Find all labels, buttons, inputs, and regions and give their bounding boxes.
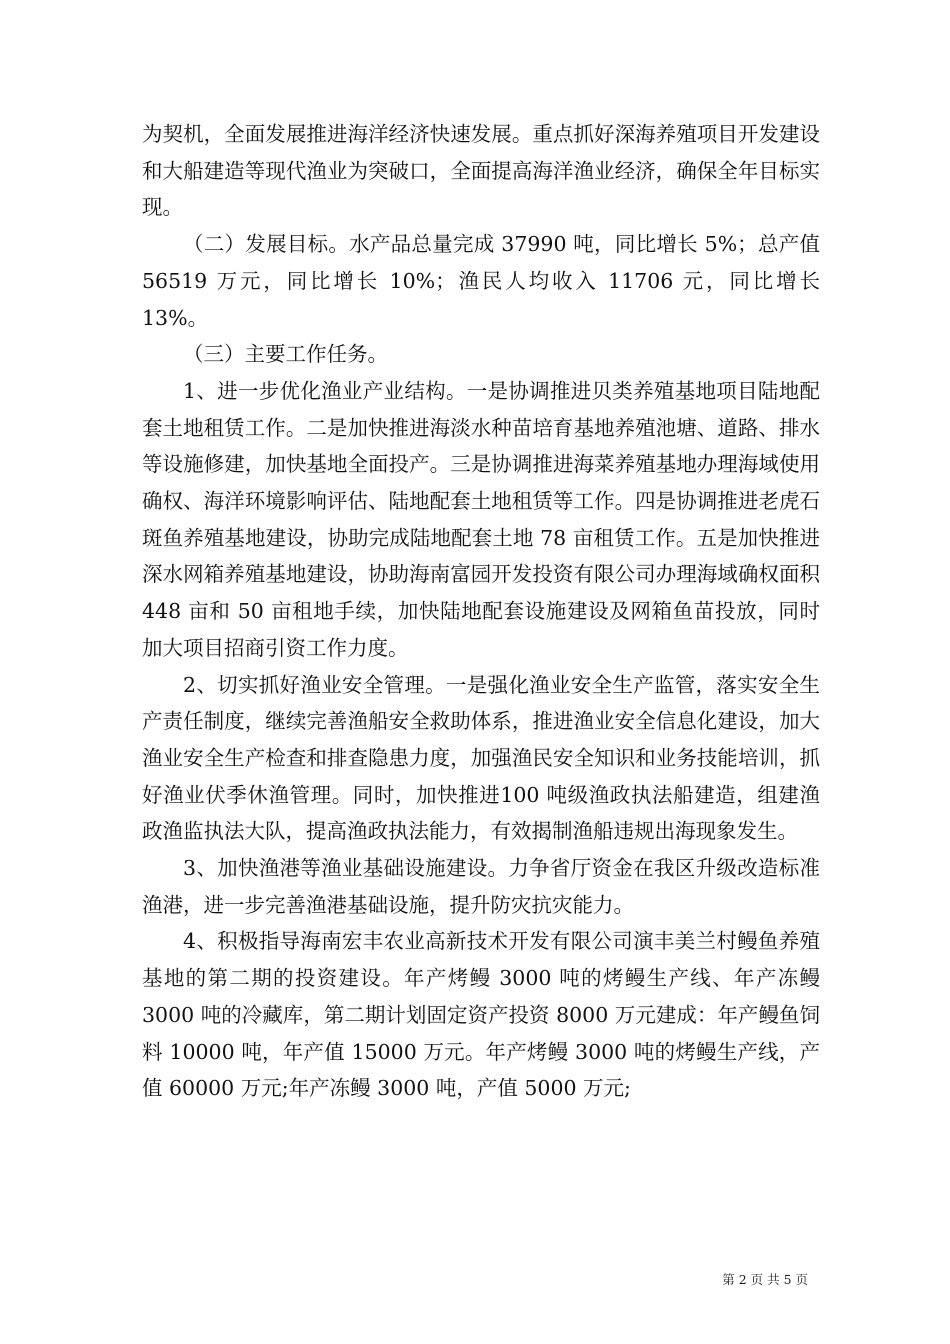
paragraph-task-1: 1、进一步优化渔业产业结构。一是协调推进贝类养殖基地项目陆地配套土地租赁工作。二是加快推进海淡水种苗培育基地养殖池塘、道路、排水等设施修建，加快基地全面投产。三是协调推进海菜养殖基地办理海域使用确权、海洋环境影响评估、陆地配套土地租赁等工作。四是协调推进老虎石斑鱼养殖基地建设，协助完成陆地配套土地 78 亩租赁工作。五是加快推进深水网箱养殖基地建设，协助海南富园开发投资有限公司办理海域确权面积 448 亩和 50 亩租地手续，加快陆地配套设施建设及网箱鱼苗投放，同时加大项目招商引资工作力度。 bbox=[142, 378, 820, 660]
document-body bbox=[142, 116, 820, 1107]
paragraph-task-4: 4、积极指导海南宏丰农业高新技术开发有限公司演丰美兰村鳗鱼养殖基地的第二期的投资建设。年产烤鳗 3000 吨的烤鳗生产线、年产冻鳗 3000 吨的冷藏库，第二期计划固定资产投资 8000 万元建成：年产鳗鱼饲料 10000 吨，年产值 15000 万元。年产烤鳗 3000 吨的烤鳗生产线，产值 60000 万元;年产冻鳗 3000 吨，产值 5000 万元; bbox=[142, 929, 820, 1101]
paragraph-continuation: 为契机，全面发展推进海洋经济快速发展。重点抓好深海养殖项目开发建设和大船建造等现代渔业为突破口，全面提高海洋渔业经济，确保全年目标实现。 bbox=[142, 122, 820, 220]
paragraph-development-goals: （二）发展目标。水产品总量完成 37990 吨，同比增长 5%；总产值 56519 万元，同比增长 10%；渔民人均收入 11706 元，同比增长13%。 bbox=[142, 232, 820, 330]
page-number-footer: 第 2 页 共 5 页 bbox=[722, 1272, 808, 1287]
paragraph-task-3: 3、加快渔港等渔业基础设施建设。力争省厅资金在我区升级改造标准渔港，进一步完善渔港基础设施，提升防灾抗灾能力。 bbox=[142, 856, 820, 917]
paragraph-main-tasks-heading: （三）主要工作任务。 bbox=[183, 342, 388, 367]
paragraph-task-2: 2、切实抓好渔业安全管理。一是强化渔业安全生产监管，落实安全生产责任制度，继续完善渔船安全救助体系，推进渔业安全信息化建设，加大渔业安全生产检查和排查隐患力度，加强渔民安全知识和业务技能培训，抓好渔业伏季休渔管理。同时，加快推进100 吨级渔政执法船建造，组建渔政渔监执法大队，提高渔政执法能力，有效揭制渔船违规出海现象发生。 bbox=[142, 672, 820, 844]
